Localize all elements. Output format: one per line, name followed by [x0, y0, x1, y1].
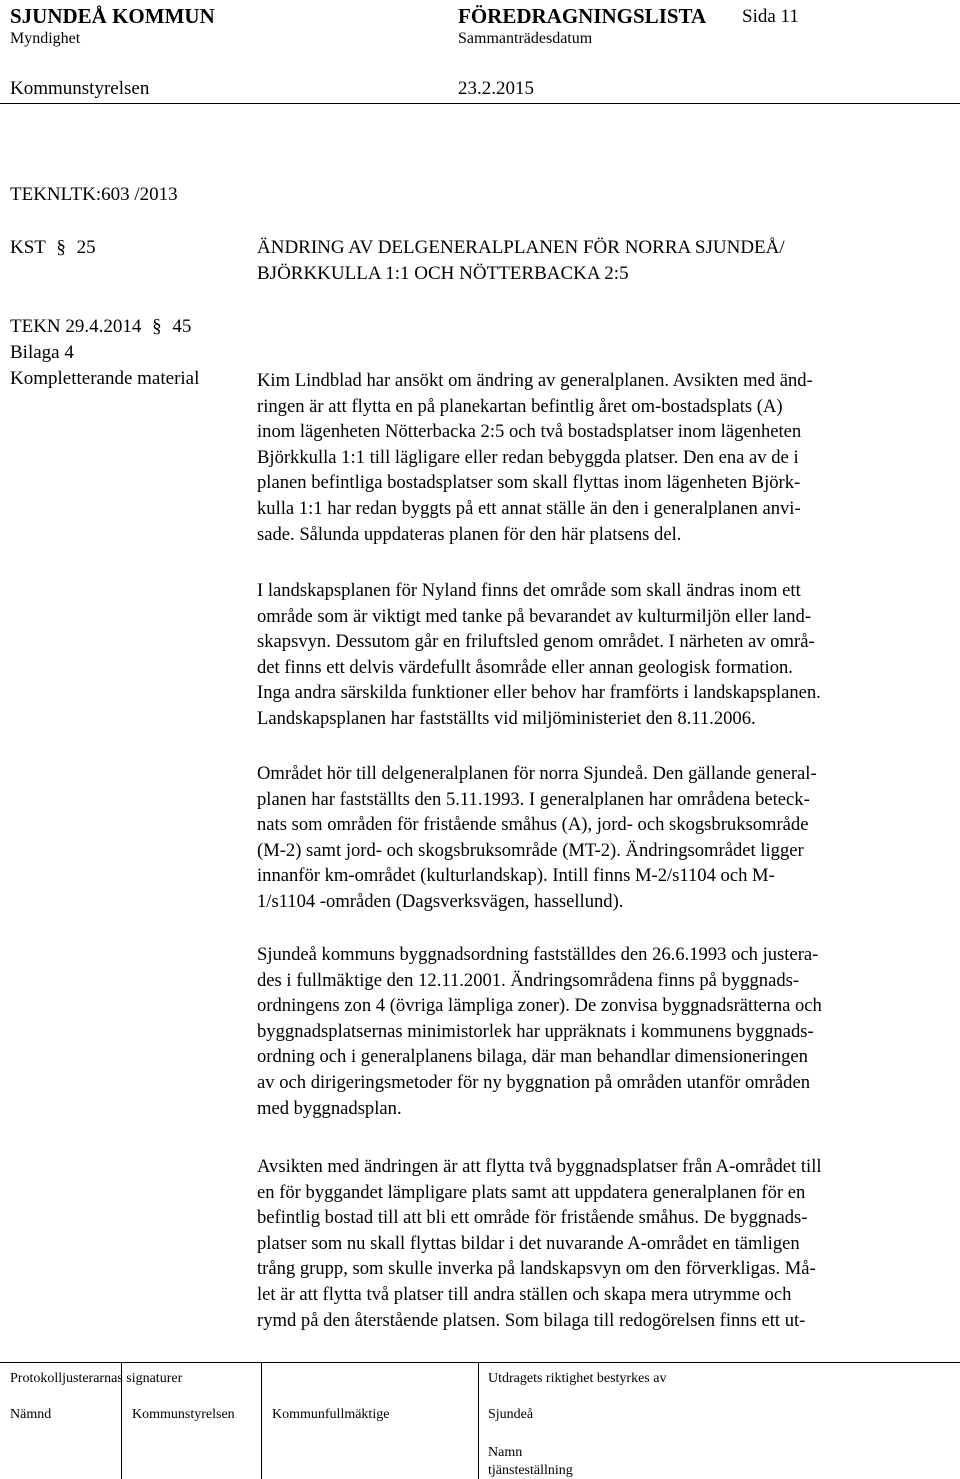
text-line: rymd på den återstående platsen. Som bilaga till redogörelsen finns ett ut- — [257, 1309, 806, 1331]
text-line: Inga andra särskilda funktioner eller behov har framförts i landskapsplanen. — [257, 682, 821, 704]
authority-label: Myndighet — [10, 30, 81, 47]
header-divider — [0, 103, 960, 104]
name-label: Namn — [488, 1445, 523, 1460]
footer-divider — [478, 1363, 479, 1479]
tekn2-number: 45 — [172, 316, 192, 337]
text-line: planen har fastställts den 5.11.1993. I generalplanen har områdena beteck- — [257, 788, 810, 810]
text-line: inom lägenheten Nötterbacka 2:5 och två bostadsplatser inom lägenheten — [257, 421, 802, 443]
place-label: Sjundeå — [488, 1407, 534, 1422]
paragraph-1 — [257, 368, 957, 547]
text-line: Björkkulla 1:1 till lägligare eller redan bebyggda platser. Den ena av de i — [257, 446, 799, 468]
text-line: Kim Lindblad har ansökt om ändring av generalplanen. Avsikten med änd- — [257, 370, 813, 391]
section-sign-icon: § — [56, 237, 66, 258]
org-name: SJUNDEÅ KOMMUN — [10, 4, 215, 28]
signatures-label: Protokolljusterarnas signaturer — [10, 1371, 183, 1386]
tekn-reference: TEKNLTK:603 /2013 — [10, 184, 178, 205]
text-line: Landskapsplanen har fastställts vid miljöministeriet den 8.11.2006. — [257, 707, 756, 729]
footer-divider — [121, 1363, 122, 1479]
authority-name: Kommunstyrelsen — [10, 78, 150, 99]
tekn2-reference — [10, 316, 191, 338]
kst-reference — [10, 237, 96, 259]
text-line: des i fullmäktige den 12.11.2001. Ändringsområdena finns på byggnads- — [257, 969, 800, 991]
kst-number: 25 — [76, 237, 96, 258]
paragraph-2 — [257, 578, 957, 732]
text-line: byggnadsplatsernas minimistorlek har uppräknats i kommunens byggnads- — [257, 1020, 814, 1042]
text-line: Området hör till delgeneralplanen för norra Sjundeå. Den gällande general- — [257, 763, 817, 784]
text-line: nats som områden för fristående småhus (A), jord- och skogsbruksområde — [257, 814, 809, 836]
text-line: befintlig bostad till att bli ett område för fristående småhus. De byggnads- — [257, 1207, 808, 1229]
kompletterande-label: Kompletterande material — [10, 368, 200, 389]
meeting-date-label: Sammanträdesdatum — [458, 30, 593, 47]
text-line: sade. Sålunda uppdateras planen för den här platsens del. — [257, 523, 682, 545]
text-line: det finns ett delvis värdefullt åsområde eller annan geologisk formation. — [257, 656, 793, 678]
position-label: tjänsteställning — [488, 1463, 573, 1478]
tekn2-date: TEKN 29.4.2014 — [10, 316, 142, 337]
bilaga-label: Bilaga 4 — [10, 342, 74, 363]
page-number: Sida 11 — [742, 6, 799, 27]
kommunstyrelsen-label: Kommunstyrelsen — [132, 1407, 235, 1422]
text-line: platser som nu skall flyttas bildar i det nuvarande A-området en tämligen — [257, 1232, 800, 1254]
meeting-date: 23.2.2015 — [458, 78, 534, 99]
footer-divider — [261, 1363, 262, 1479]
text-line: I landskapsplanen för Nyland finns det område som skall ändras inom ett — [257, 580, 801, 601]
kommunfullmaktige-label: Kommunfullmäktige — [272, 1407, 390, 1422]
signature-footer — [0, 1362, 960, 1479]
document-type: FÖREDRAGNINGSLISTA — [458, 4, 707, 28]
item-title-line1: ÄNDRING AV DELGENERALPLANEN FÖR NORRA SJUNDEÅ/ — [257, 237, 785, 258]
text-line: 1/s1104 -områden (Dagsverksvägen, hassellund). — [257, 890, 624, 912]
text-line: trång grupp, som skulle inverka på landskapsvyn om den förverkligas. Må- — [257, 1258, 816, 1280]
paragraph-5 — [257, 1154, 957, 1333]
text-line: ordningens zon 4 (övriga lämpliga zoner). De zonvisa byggnadsrätterna och — [257, 995, 822, 1017]
text-line: av och dirigeringsmetoder för ny byggnation på områden utanför områden — [257, 1071, 810, 1093]
text-line: ringen är att flytta en på planekartan befintlig året om-bostadsplats (A) — [257, 395, 783, 417]
text-line: en för byggandet lämpligare plats samt att uppdatera generalplanen för en — [257, 1181, 806, 1203]
text-line: kulla 1:1 har redan byggts på ett annat ställe än den i generalplanen anvi- — [257, 497, 801, 519]
namnd-label: Nämnd — [10, 1407, 52, 1422]
verified-by-label: Utdragets riktighet bestyrkes av — [488, 1371, 667, 1386]
text-line: skapsvyn. Dessutom går en friluftsled genom området. I närheten av områ- — [257, 631, 815, 653]
text-line: planen befintliga bostadsplatser som skall flyttas inom lägenheten Björk- — [257, 472, 801, 494]
text-line: innanför km-området (kulturlandskap). Intill finns M-2/s1104 och M- — [257, 865, 775, 887]
kst-prefix: KST — [10, 237, 46, 258]
paragraph-3 — [257, 761, 957, 915]
item-title-line2: BJÖRKKULLA 1:1 OCH NÖTTERBACKA 2:5 — [257, 263, 629, 284]
text-line: område som är viktigt med tanke på bevarandet av kulturmiljön eller land- — [257, 605, 812, 627]
text-line: ordning och i generalplanens bilaga, där man behandlar dimensioneringen — [257, 1046, 808, 1068]
text-line: Avsikten med ändringen är att flytta två byggnadsplatser från A-området till — [257, 1156, 822, 1177]
section-sign-icon: § — [152, 316, 162, 337]
text-line: Sjundeå kommuns byggnadsordning fastställdes den 26.6.1993 och justera- — [257, 944, 819, 965]
text-line: let är att flytta två platser till andra ställen och skapa mera utrymme och — [257, 1283, 792, 1305]
paragraph-4 — [257, 942, 957, 1121]
text-line: med byggnadsplan. — [257, 1097, 402, 1119]
text-line: (M-2) samt jord- och skogsbruksområde (MT-2). Ändringsområdet ligger — [257, 839, 804, 861]
